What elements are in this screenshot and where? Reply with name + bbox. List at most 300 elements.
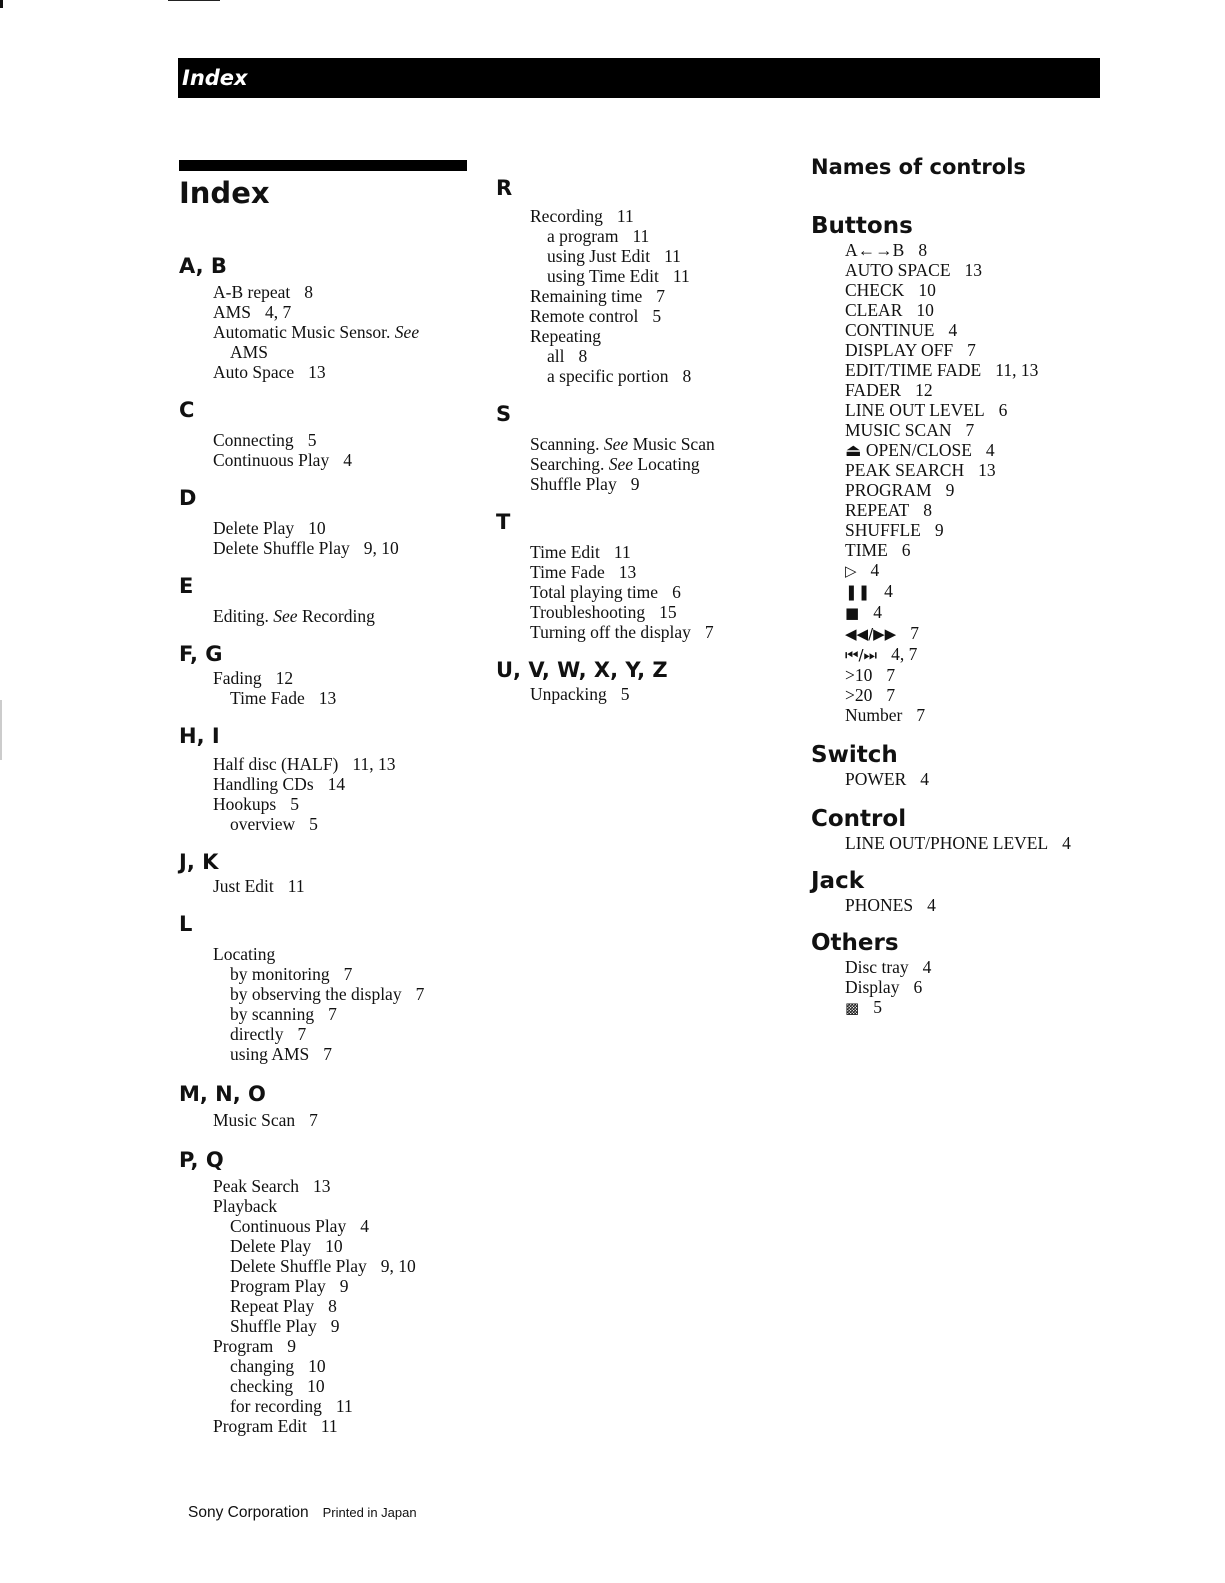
- page-title: Index: [179, 176, 270, 210]
- controls-heading: Others: [811, 930, 899, 956]
- page-numbers: 4: [922, 957, 932, 977]
- control-item: [811, 440, 1121, 460]
- page-numbers: 7: [656, 286, 666, 306]
- control-name: LINE OUT LEVEL: [845, 400, 985, 420]
- control-item: [811, 500, 1121, 520]
- page-numbers: 10: [308, 518, 326, 538]
- index-entries: [179, 1110, 469, 1130]
- control-name: SHUFFLE: [845, 520, 921, 540]
- page-numbers: 9, 10: [380, 1256, 416, 1276]
- page-numbers: 11: [616, 206, 634, 226]
- index-entry: [179, 430, 469, 450]
- entry-term: Time Fade: [230, 688, 305, 708]
- page-numbers: 7: [886, 685, 896, 705]
- page-numbers: 5: [309, 814, 318, 834]
- control-name: LINE OUT/PHONE LEVEL: [845, 833, 1049, 853]
- index-letter: S: [496, 402, 512, 426]
- page-numbers: 8: [578, 346, 588, 366]
- pause-icon: ❚❚: [845, 583, 871, 601]
- page-numbers: 7: [323, 1044, 333, 1064]
- control-item: [811, 360, 1121, 380]
- page-numbers: 4: [884, 581, 893, 601]
- control-item: [811, 977, 1121, 997]
- index-entry: [179, 1024, 469, 1044]
- controls-section: [811, 741, 1121, 789]
- control-item: [811, 957, 1121, 977]
- page-numbers: 10: [308, 1356, 326, 1376]
- index-entry: [179, 1110, 469, 1130]
- page-numbers: 8: [923, 500, 932, 520]
- control-item: [811, 540, 1121, 560]
- page-numbers: 7: [415, 984, 425, 1004]
- index-entry: [179, 1216, 469, 1236]
- control-item: [811, 320, 1121, 340]
- control-item: [811, 997, 1121, 1018]
- index-letter: P, Q: [179, 1148, 224, 1172]
- index-entry: [496, 286, 786, 306]
- index-entry: [496, 684, 786, 704]
- entry-term: Peak Search: [213, 1176, 300, 1196]
- index-group: [496, 510, 786, 642]
- page-numbers: 4, 7: [264, 302, 292, 322]
- index-letter: L: [179, 912, 193, 936]
- index-entry: [179, 1236, 469, 1256]
- page-numbers: 4: [920, 769, 929, 789]
- reference-target: Locating: [637, 454, 700, 474]
- page-numbers: 5: [290, 794, 299, 814]
- control-name: TIME: [845, 540, 888, 560]
- index-entry: [179, 302, 469, 322]
- page-numbers: 11: [672, 266, 690, 286]
- control-item: [811, 833, 1121, 853]
- entry-term: Troubleshooting: [530, 602, 646, 622]
- page-numbers: 11: [632, 226, 650, 246]
- controls-list: [811, 833, 1121, 853]
- index-entry: [496, 622, 786, 642]
- entry-term: using Time Edit: [547, 266, 659, 286]
- page-numbers: 6: [672, 582, 681, 602]
- entry-term: for recording: [230, 1396, 322, 1416]
- entry-term: by monitoring: [230, 964, 330, 984]
- page-numbers: 11: [335, 1396, 353, 1416]
- title-rule: [179, 160, 467, 171]
- index-group: [496, 402, 786, 494]
- index-entry: [179, 964, 469, 984]
- page-numbers: 9: [934, 520, 944, 540]
- page-numbers: 9: [630, 474, 640, 494]
- entry-term: Hookups: [213, 794, 277, 814]
- controls-section: [811, 867, 1121, 915]
- control-name: PHONES: [845, 895, 914, 915]
- footer-printed: Printed in Japan: [322, 1505, 417, 1520]
- index-letter: E: [179, 574, 194, 598]
- entry-term: Automatic Music Sensor.: [213, 322, 391, 342]
- index-entries: [179, 944, 469, 1064]
- page-numbers: 7: [910, 623, 919, 643]
- entry-term: by observing the display: [230, 984, 402, 1004]
- index-entry: [179, 876, 469, 896]
- controls-heading: Control: [811, 806, 907, 832]
- page-numbers: 9: [339, 1276, 349, 1296]
- entry-term: Program Edit: [213, 1416, 307, 1436]
- index-entry: [179, 282, 469, 302]
- page-numbers: 7: [328, 1004, 337, 1024]
- controls-list: [811, 240, 1121, 725]
- index-entry: [496, 562, 786, 582]
- control-item: [811, 665, 1121, 685]
- control-item: [811, 460, 1121, 480]
- control-item: [811, 260, 1121, 280]
- page-numbers: 4: [985, 440, 995, 460]
- index-entry: [496, 206, 786, 226]
- index-group: [496, 658, 786, 704]
- control-item: [811, 280, 1121, 300]
- page-numbers: 8: [304, 282, 314, 302]
- control-item: [811, 685, 1121, 705]
- index-group: [179, 1082, 469, 1130]
- entry-term: Shuffle Play: [530, 474, 617, 494]
- page-numbers: 4: [343, 450, 352, 470]
- index-letter: M, N, O: [179, 1082, 266, 1106]
- see-reference: See: [608, 454, 634, 474]
- entry-term: Auto Space: [213, 362, 295, 382]
- index-group: [179, 574, 469, 626]
- page-numbers: 8: [918, 240, 928, 260]
- entry-term: directly: [230, 1024, 284, 1044]
- index-entry: [496, 246, 786, 266]
- index-entries: [179, 1176, 469, 1436]
- control-name: POWER: [845, 769, 907, 789]
- control-item: [811, 560, 1121, 581]
- entry-term: Program Play: [230, 1276, 326, 1296]
- page-numbers: 13: [308, 362, 326, 382]
- side-mark: [0, 700, 2, 760]
- page-numbers: 13: [318, 688, 337, 708]
- index-entry: [179, 984, 469, 1004]
- control-name: CONTINUE: [845, 320, 935, 340]
- index-entry: [179, 668, 469, 688]
- rewind-fastforward-icon: ◀◀/▶▶: [845, 625, 897, 643]
- reference-target: Recording: [301, 606, 375, 626]
- index-entry: [496, 346, 786, 366]
- entry-term: Delete Play: [213, 518, 295, 538]
- index-entry: [496, 306, 786, 326]
- index-entry: [496, 602, 786, 622]
- index-entry: [179, 1044, 469, 1064]
- page-numbers: 7: [886, 665, 896, 685]
- entry-term: Turning off the display: [530, 622, 691, 642]
- page-numbers: 4, 7: [891, 644, 918, 664]
- entry-term: Continuous Play: [213, 450, 330, 470]
- header-bar: [178, 58, 1100, 98]
- entry-term: a program: [547, 226, 619, 246]
- page-numbers: 7: [343, 964, 353, 984]
- entry-term: Repeating: [530, 326, 601, 346]
- entry-term: Delete Shuffle Play: [230, 1256, 367, 1276]
- control-item: [811, 340, 1121, 360]
- control-item: [811, 400, 1121, 420]
- index-group: [179, 254, 469, 382]
- entry-term: Music Scan: [213, 1110, 296, 1130]
- index-entries: [496, 434, 786, 494]
- entry-term: Repeat Play: [230, 1296, 315, 1316]
- index-entries: [496, 684, 786, 704]
- control-item: [811, 623, 1121, 644]
- index-entry: [179, 1376, 469, 1396]
- control-name: >20: [845, 685, 873, 705]
- play-icon: ▷: [845, 562, 857, 580]
- entry-term: using Just Edit: [547, 246, 651, 266]
- corner-mark: [0, 0, 3, 8]
- index-entry: [496, 454, 786, 474]
- index-column-2: [496, 160, 786, 704]
- entry-term: Shuffle Play: [230, 1316, 317, 1336]
- index-entry: [179, 814, 469, 834]
- entry-term: Delete Shuffle Play: [213, 538, 350, 558]
- page-numbers: 9: [330, 1316, 340, 1336]
- control-item: [811, 602, 1121, 623]
- index-letter: U, V, W, X, Y, Z: [496, 658, 668, 682]
- entry-term: Time Fade: [530, 562, 605, 582]
- control-name: REPEAT: [845, 500, 910, 520]
- page-numbers: 9: [287, 1336, 297, 1356]
- index-entry: [179, 342, 469, 362]
- entry-term: Connecting: [213, 430, 294, 450]
- page-numbers: 7: [967, 340, 976, 360]
- page-numbers: 4: [927, 895, 936, 915]
- page-numbers: 6: [901, 540, 911, 560]
- index-group: [179, 912, 469, 1064]
- page-numbers: 7: [309, 1110, 318, 1130]
- controls-sections: [811, 212, 1121, 1018]
- controls-heading: Jack: [811, 868, 865, 894]
- entry-term: Recording: [530, 206, 603, 226]
- index-entries: [179, 754, 469, 834]
- index-entry: [179, 1396, 469, 1416]
- control-name: EDIT/TIME FADE: [845, 360, 982, 380]
- page-numbers: 10: [325, 1236, 343, 1256]
- entry-term: Unpacking: [530, 684, 607, 704]
- entry-term: AMS: [230, 342, 268, 362]
- control-item: [811, 380, 1121, 400]
- see-reference: See: [273, 606, 298, 626]
- page-numbers: 4: [360, 1216, 369, 1236]
- entry-term: using AMS: [230, 1044, 310, 1064]
- entry-term: Editing.: [213, 606, 269, 626]
- index-entries: [179, 668, 469, 708]
- controls-heading: Buttons: [811, 213, 913, 239]
- header-title: Index: [182, 66, 248, 90]
- entry-term: a specific portion: [547, 366, 669, 386]
- control-name: PROGRAM: [845, 480, 932, 500]
- page-numbers: 6: [998, 400, 1008, 420]
- page-numbers: 11: [287, 876, 305, 896]
- index-entry: [179, 688, 469, 708]
- entry-term: Handling CDs: [213, 774, 314, 794]
- entry-term: Remaining time: [530, 286, 643, 306]
- control-name: Number: [845, 705, 903, 725]
- controls-list: [811, 957, 1121, 1018]
- entry-term: all: [547, 346, 565, 366]
- footer-company: Sony Corporation: [188, 1504, 309, 1521]
- control-name: >10: [845, 665, 873, 685]
- footer: [188, 1504, 417, 1522]
- page-numbers: 9: [945, 480, 955, 500]
- index-entry: [179, 1296, 469, 1316]
- control-name: PEAK SEARCH: [845, 460, 965, 480]
- remote-sensor-icon: ▩: [845, 999, 860, 1017]
- page-numbers: 11: [613, 542, 631, 562]
- index-letter: R: [496, 176, 513, 200]
- index-group: [496, 176, 786, 386]
- index-group: [179, 1148, 469, 1436]
- control-item: [811, 420, 1121, 440]
- entry-term: Scanning.: [530, 434, 600, 454]
- index-entry: [179, 774, 469, 794]
- entry-term: Locating: [213, 944, 276, 964]
- index-letter: T: [496, 510, 511, 534]
- page-numbers: 10: [918, 280, 936, 300]
- page-numbers: 4: [948, 320, 958, 340]
- index-entries: [179, 876, 469, 896]
- see-reference: See: [394, 322, 420, 342]
- index-letter: A, B: [179, 254, 227, 278]
- index-group: [179, 642, 469, 708]
- entry-term: Half disc (HALF): [213, 754, 339, 774]
- page-numbers: 13: [313, 1176, 331, 1196]
- index-entry: [179, 606, 469, 626]
- index-group: [179, 850, 469, 896]
- index-groups: [496, 176, 786, 704]
- control-name: ⏏ OPEN/CLOSE: [845, 440, 972, 460]
- entry-term: AMS: [213, 302, 251, 322]
- entry-term: Fading: [213, 668, 262, 688]
- controls-heading: Switch: [811, 742, 898, 768]
- index-entry: [496, 474, 786, 494]
- entry-term: Time Edit: [530, 542, 600, 562]
- index-entry: [179, 518, 469, 538]
- top-rule: [168, 0, 220, 1]
- entry-term: overview: [230, 814, 296, 834]
- control-item: [811, 240, 1121, 260]
- page-numbers: 13: [978, 460, 996, 480]
- entry-term: changing: [230, 1356, 295, 1376]
- entry-term: Searching.: [530, 454, 605, 474]
- control-item: [811, 644, 1121, 665]
- index-entry: [496, 542, 786, 562]
- stop-icon: ■: [845, 604, 860, 622]
- index-entry: [496, 582, 786, 602]
- controls-section: [811, 212, 1121, 725]
- page-numbers: 4: [873, 602, 882, 622]
- control-name: MUSIC SCAN: [845, 420, 952, 440]
- page-numbers: 5: [307, 430, 317, 450]
- control-item: [811, 581, 1121, 602]
- page-numbers: 8: [682, 366, 692, 386]
- entry-term: Delete Play: [230, 1236, 312, 1256]
- see-reference: See: [603, 434, 629, 454]
- index-group: [179, 486, 469, 558]
- index-entry: [496, 366, 786, 386]
- page-numbers: 5: [873, 997, 882, 1017]
- page-numbers: 4: [870, 560, 880, 580]
- page-numbers: 5: [620, 684, 630, 704]
- index-group: [179, 724, 469, 834]
- control-item: [811, 769, 1121, 789]
- index-entry: [179, 794, 469, 814]
- controls-list: [811, 769, 1121, 789]
- index-entry: [179, 1276, 469, 1296]
- index-entry: [179, 362, 469, 382]
- entry-term: Playback: [213, 1196, 278, 1216]
- index-entries: [179, 518, 469, 558]
- page-numbers: 7: [297, 1024, 307, 1044]
- index-entries: [496, 542, 786, 642]
- index-entry: [496, 434, 786, 454]
- control-name: Disc tray: [845, 957, 909, 977]
- entry-term: by scanning: [230, 1004, 315, 1024]
- page-numbers: 12: [275, 668, 294, 688]
- page-numbers: 11, 13: [995, 360, 1039, 380]
- page-numbers: 4: [1062, 833, 1071, 853]
- control-name: CLEAR: [845, 300, 903, 320]
- index-entry: [179, 538, 469, 558]
- controls-title: Names of controls: [811, 155, 1026, 179]
- index-groups: [179, 254, 469, 1436]
- control-name: FADER: [845, 380, 902, 400]
- control-name: AUTO SPACE: [845, 260, 951, 280]
- index-entries: [179, 282, 469, 382]
- entry-term: Just Edit: [213, 876, 274, 896]
- control-item: [811, 705, 1121, 725]
- page-numbers: 15: [659, 602, 677, 622]
- entry-term: A-B repeat: [213, 282, 291, 302]
- page-numbers: 13: [964, 260, 983, 280]
- page-numbers: 5: [652, 306, 662, 326]
- index-entry: [496, 326, 786, 346]
- page-numbers: 11: [664, 246, 681, 266]
- control-item: [811, 895, 1121, 915]
- index-group: [179, 398, 469, 470]
- index-entries: [179, 606, 469, 626]
- index-entry: [179, 1256, 469, 1276]
- entry-term: checking: [230, 1376, 294, 1396]
- index-entry: [496, 226, 786, 246]
- entry-term: Total playing time: [530, 582, 659, 602]
- page-numbers: 8: [328, 1296, 337, 1316]
- index-column-1: [179, 160, 469, 1436]
- index-entry: [496, 266, 786, 286]
- page-numbers: 13: [618, 562, 637, 582]
- entry-term: Continuous Play: [230, 1216, 347, 1236]
- controls-column: [811, 152, 1121, 1018]
- control-item: [811, 520, 1121, 540]
- index-entry: [179, 1336, 469, 1356]
- controls-section: [811, 805, 1121, 853]
- index-entry: [179, 1196, 469, 1216]
- controls-list: [811, 895, 1121, 915]
- index-entry: [179, 322, 469, 342]
- page-numbers: 11, 13: [352, 754, 396, 774]
- control-name: CHECK: [845, 280, 905, 300]
- page-numbers: 10: [307, 1376, 325, 1396]
- page-numbers: 11: [320, 1416, 338, 1436]
- controls-section: [811, 929, 1121, 1018]
- index-letter: F, G: [179, 642, 223, 666]
- index-entry: [179, 450, 469, 470]
- index-letter: J, K: [179, 850, 219, 874]
- page-numbers: 9, 10: [363, 538, 399, 558]
